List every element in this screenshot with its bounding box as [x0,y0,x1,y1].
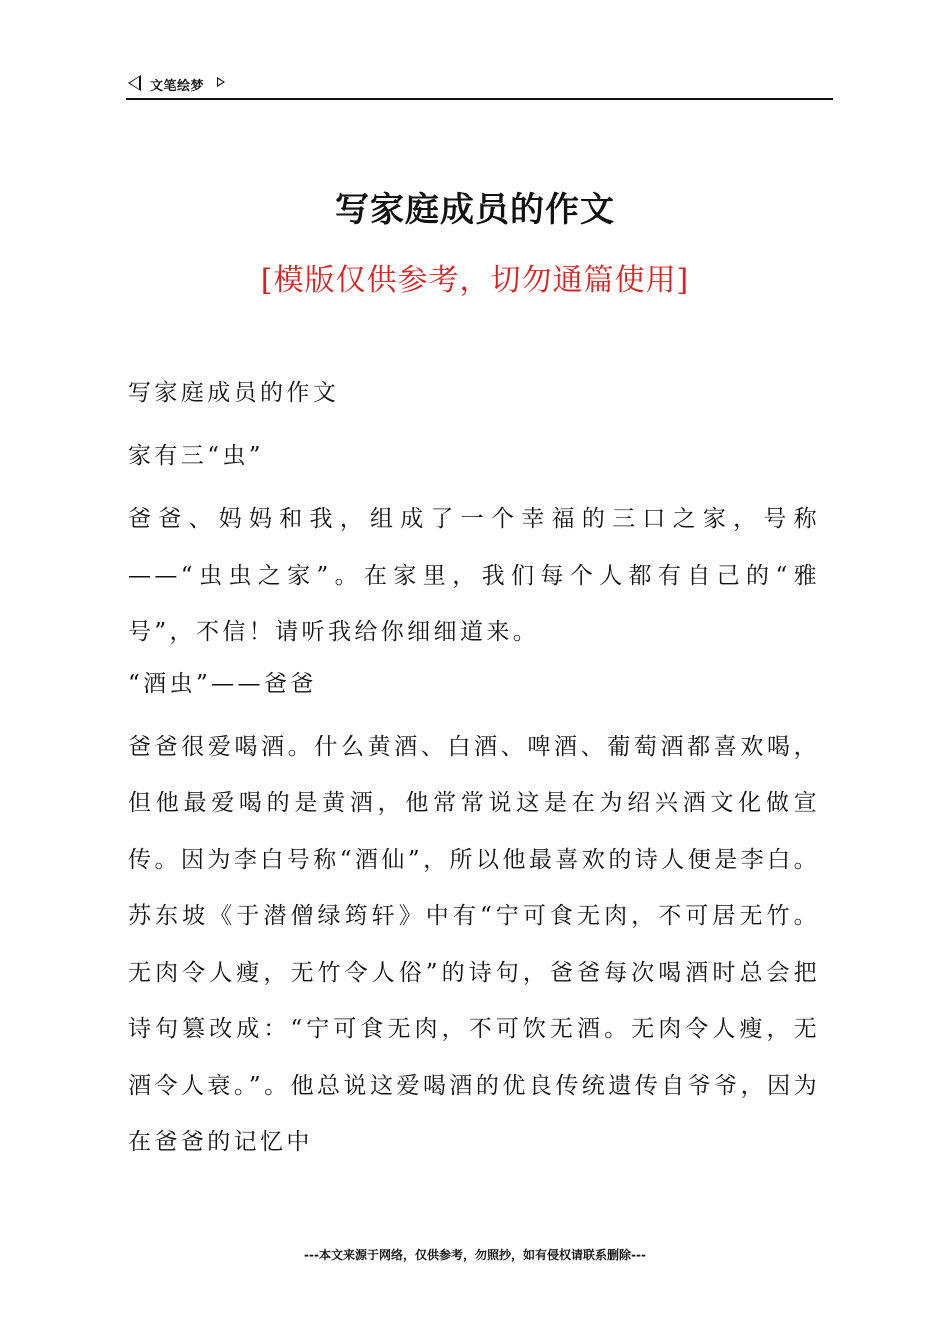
brand-name: 文笔绘梦 [150,79,205,94]
section-heading: “酒虫”——爸爸 [128,670,317,697]
essay-subtitle: 家有三“虫” [128,443,264,469]
triangle-left-icon [128,75,141,91]
page-header [126,72,833,100]
essay-paragraph: 爸爸很爱喝酒。什么黄酒、白酒、啤酒、葡萄酒都喜欢喝，但他最爱喝的是黄酒，他常常说这是在为绍兴酒文化做宣传。因为李白号称“酒仙”，所以他最喜欢的诗人便是李白。苏东坡《于潜僧绿筠轩》中有“宁可食无肉，不可居无竹。无肉令人瘦，无竹令人俗”的诗句，爸爸每次喝酒时总会把诗句篡改成：“宁可食无肉，不可饮无酒。无肉令人瘦，无酒令人衰。”。他总说这爱喝酒的优良传统遗传自爷爷，因为在爸爸的记忆中 [128,733,820,1155]
triangle-right-icon [217,77,225,87]
essay-paragraph: 爸爸、妈妈和我，组成了一个幸福的三口之家，号称——“虫虫之家”。在家里，我们每个人都有自己的“雅号”，不信！请听我给你细细道来。 [128,506,820,645]
document-title: 写家庭成员的作文 [335,190,615,230]
footer-notice: ---本文来源于网络，仅供参考，勿照抄，如有侵权请联系删除--- [304,1248,646,1262]
essay-content [128,375,820,1176]
essay-title: 写家庭成员的作文 [128,380,340,406]
document-subtitle: [模版仅供参考，切勿通篇使用] [260,263,690,298]
